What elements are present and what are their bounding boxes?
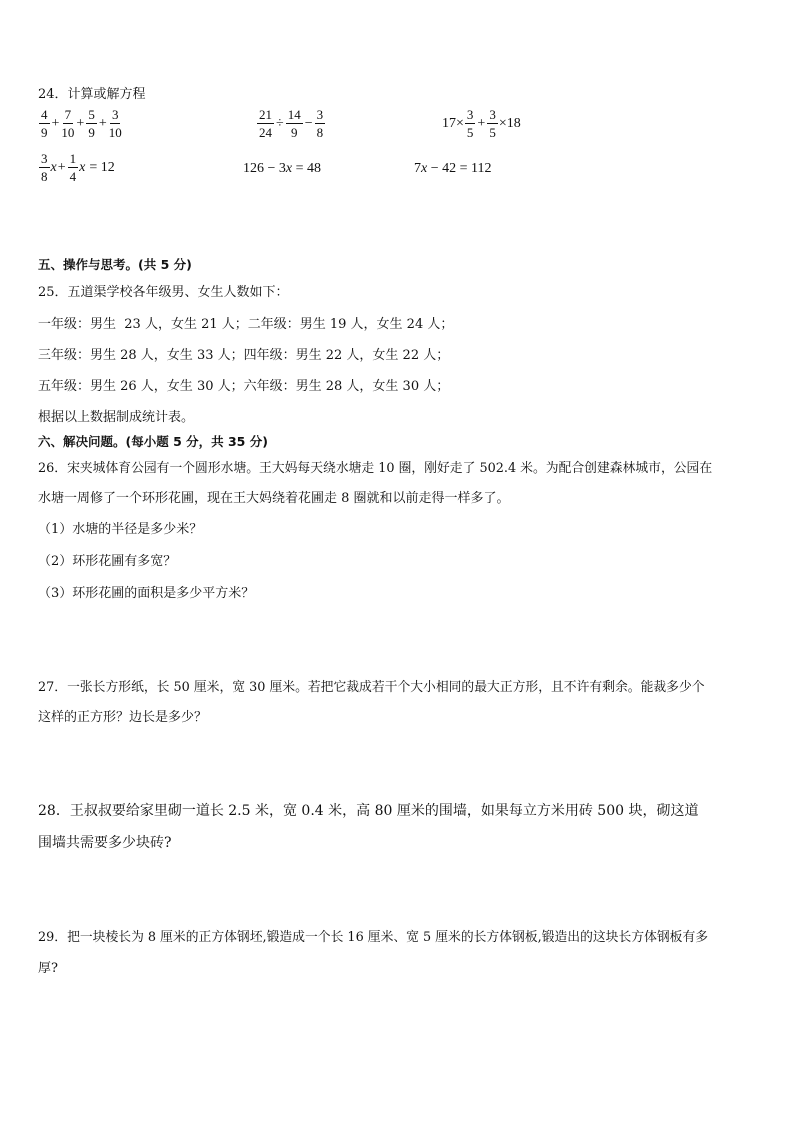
q24-expression-1: $\frac{4}{9}$ + $\frac{7}{10}$ + $\frac{5}{9}$ + $\frac{3}{10}$ [41, 107, 122, 140]
q24-expression-2: $\frac{21}{24}$ ÷ $\frac{14}{9}$ − $\frac{3}{8}$ [259, 107, 324, 140]
q25-intro: 25．五道渠学校各年级男、女生人数如下： [38, 285, 289, 300]
q24-title: 24．计算或解方程 [38, 87, 146, 102]
q26-sub-3: （3）环形花圃的面积是多少平方米？ [38, 586, 255, 601]
fraction: $\frac{3}{5}$ [466, 107, 474, 140]
fraction: $\frac{5}{9}$ [88, 107, 95, 140]
fraction: $\frac{1}{4}$ [69, 151, 77, 184]
q29-line-1: 29．把一块棱长为 8 厘米的正方体钢坯,锻造成一个长 16 厘米、宽 5 厘米的长方体钢板,锻造出的这块长方体钢板有多 [38, 930, 709, 945]
q28-line-2: 围墙共需要多少块砖? [38, 835, 172, 851]
q25-line-3: 五年级：男生 26 人，女生 30 人；六年级：男生 28 人，女生 30 人； [38, 379, 450, 394]
fraction: $\frac{21}{24}$ [259, 107, 272, 140]
q24-equation-3: 7 x − 42 = 112 [414, 161, 492, 176]
q26-line-1: 26．宋夹城体育公园有一个圆形水塘。王大妈每天绕水塘走 10 圈，刚好走了 502.4 米。为配合创建森林城市，公园在 [38, 461, 713, 476]
q26-sub-2: （2）环形花圃有多宽？ [38, 554, 177, 569]
q24-equation-1: $\frac{3}{8}$ x + $\frac{1}{4}$ x = 12 [41, 151, 115, 184]
fraction: $\frac{3}{8}$ [41, 151, 48, 184]
section-6-heading: 六、解决问题。(每小题 5 分，共 35 分) [38, 434, 268, 449]
q26-sub-1: （1）水塘的半径是多少米？ [38, 522, 203, 537]
q24-expression-3: 17× $\frac{3}{5}$ + $\frac{3}{5}$ ×18 [442, 107, 521, 140]
q27-line-2: 这样的正方形？边长是多少？ [38, 710, 208, 725]
q28-line-1: 28．王叔叔要给家里砌一道长 2.5 米，宽 0.4 米，高 80 厘米的围墙，如果每立方米用砖 500 块，砌这道 [38, 803, 699, 819]
q26-line-2: 水塘一周修了一个环形花圃，现在王大妈绕着花圃走 8 圈就和以前走得一样多了。 [38, 491, 510, 506]
q29-line-2: 厚? [38, 961, 58, 976]
q25-line-2: 三年级：男生 28 人，女生 33 人；四年级：男生 22 人，女生 22 人； [38, 348, 450, 363]
fraction: $\frac{3}{8}$ [316, 107, 324, 140]
section-5-heading: 五、操作与思考。(共 5 分) [38, 257, 192, 272]
q25-outro: 根据以上数据制成统计表。 [38, 410, 195, 425]
fraction: $\frac{7}{10}$ [61, 107, 75, 140]
fraction: $\frac{3}{10}$ [108, 107, 122, 140]
q25-line-1: 一年级：男生 23 人，女生 21 人；二年级：男生 19 人，女生 24 人； [38, 317, 454, 332]
q24-equation-2: 126 − 3 x = 48 [243, 161, 322, 176]
fraction: $\frac{14}{9}$ [287, 107, 301, 140]
q27-line-1: 27．一张长方形纸，长 50 厘米，宽 30 厘米。若把它裁成若干个大小相同的最大正方形，且不许有剩余。能裁多少个 [38, 680, 705, 695]
fraction: $\frac{4}{9}$ [41, 107, 48, 140]
fraction: $\frac{3}{5}$ [489, 107, 496, 140]
